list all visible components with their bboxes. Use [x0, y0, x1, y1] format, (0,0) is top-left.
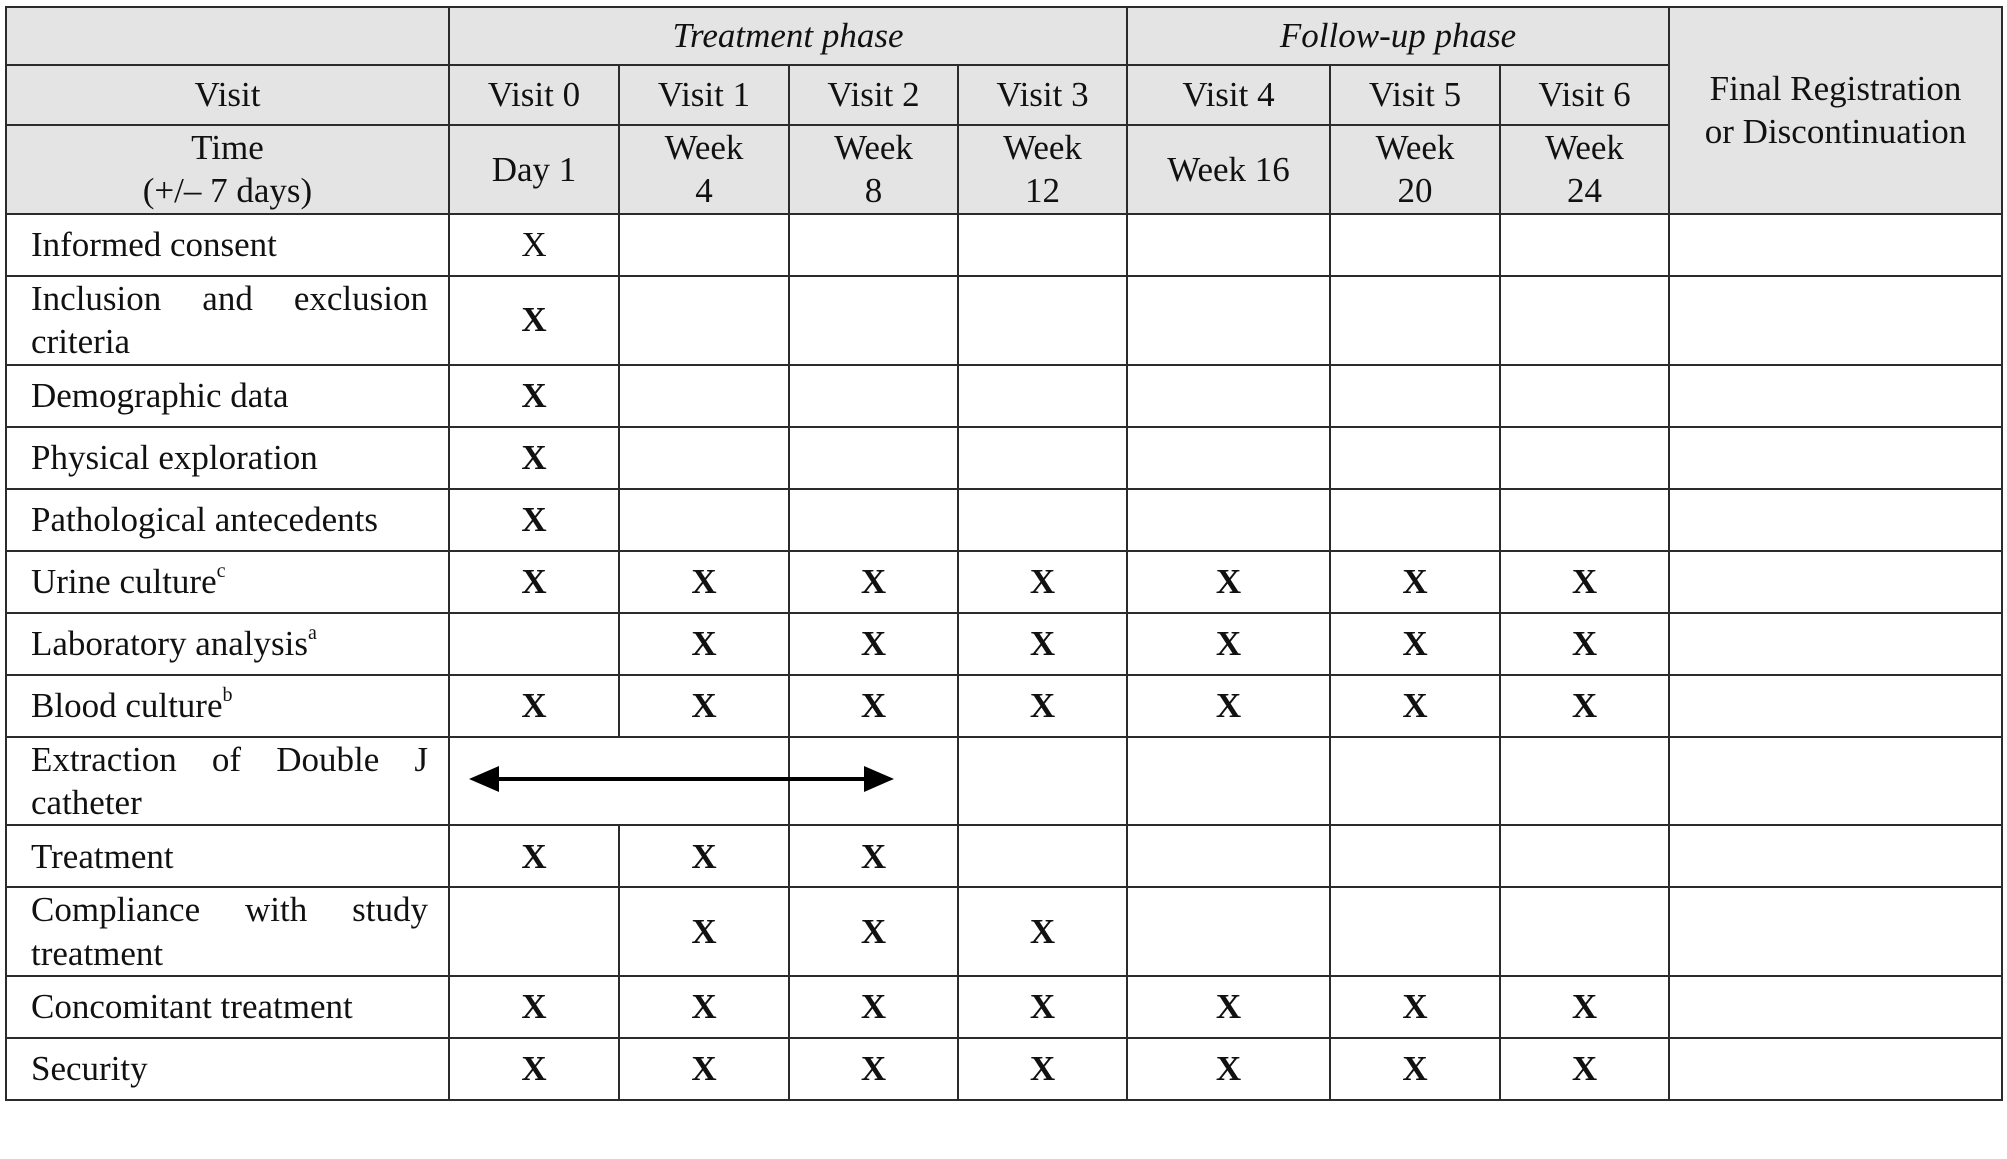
check-mark: X [1215, 1049, 1242, 1089]
mark-cell [1500, 1038, 1669, 1100]
mark-cell [1127, 737, 1330, 826]
mark-cell [1330, 276, 1500, 365]
mark-cell [1330, 825, 1500, 887]
mark-cell [1127, 551, 1330, 613]
final-cell [1669, 551, 2002, 613]
row-label [6, 613, 449, 675]
row-label [6, 737, 449, 826]
final-cell [1669, 1038, 2002, 1100]
mark-cell [958, 214, 1127, 276]
final-cell [1669, 825, 2002, 887]
table-row [6, 613, 2002, 675]
footnote-marker: c [216, 560, 226, 583]
row-label [6, 887, 449, 976]
check-mark: X [1215, 987, 1242, 1027]
check-mark: X [521, 300, 547, 340]
row-label-line: Security [31, 1049, 148, 1089]
mark-cell [1500, 976, 1669, 1038]
visit-header-3: Visit 3 [958, 65, 1127, 125]
mark-cell [619, 613, 789, 675]
check-mark: X [860, 685, 887, 725]
footnote-marker: a [308, 622, 317, 645]
mark-cell [1500, 737, 1669, 826]
mark-cell [1500, 365, 1669, 427]
table-row [6, 1038, 2002, 1100]
table-row [6, 675, 2002, 737]
mark-cell [449, 675, 619, 737]
row-label [6, 825, 449, 887]
mark-cell [1330, 613, 1500, 675]
mark-cell [1330, 675, 1500, 737]
final-registration-header [1669, 7, 2002, 214]
mark-cell [958, 365, 1127, 427]
check-mark: X [860, 912, 887, 952]
treatment-phase-header: Treatment phase [449, 7, 1127, 65]
mark-cell [1330, 551, 1500, 613]
check-mark: X [1402, 1049, 1428, 1089]
time-label-line1: Time [191, 128, 264, 167]
time-header-6 [1500, 125, 1669, 214]
check-mark: X [1402, 685, 1428, 725]
mark-cell [1127, 489, 1330, 551]
table-row [6, 427, 2002, 489]
mark-cell [449, 276, 619, 365]
mark-cell [1127, 276, 1330, 365]
final-header-line1: Final Registration [1709, 69, 1962, 108]
row-label-line: Laboratory analysis [31, 623, 308, 663]
time-header-2-line2: 8 [864, 171, 883, 211]
mark-cell [789, 825, 958, 887]
mark-cell [1127, 613, 1330, 675]
time-header-5-line1: Week [1375, 128, 1455, 167]
visit-header-0: Visit 0 [449, 65, 619, 125]
time-header-2-line1: Week [834, 128, 913, 167]
mark-cell [958, 489, 1127, 551]
mark-cell [1127, 427, 1330, 489]
final-cell [1669, 276, 2002, 365]
check-mark: X [521, 225, 547, 265]
check-mark: X [521, 561, 547, 601]
table-row [6, 825, 2002, 887]
check-mark: X [521, 836, 547, 876]
table-row [6, 887, 2002, 976]
footnote-marker: b [222, 684, 233, 707]
time-label-line2: (+/– 7 days) [142, 171, 313, 211]
mark-cell [449, 825, 619, 887]
check-mark: X [1571, 561, 1598, 601]
row-label-line: Compliance with study [31, 890, 428, 930]
row-label [6, 214, 449, 276]
mark-cell [619, 1038, 789, 1100]
table-row [6, 976, 2002, 1038]
mark-cell [1330, 365, 1500, 427]
corner-header-cell [6, 7, 449, 65]
mark-cell [958, 1038, 1127, 1100]
mark-cell [1330, 427, 1500, 489]
check-mark: X [691, 987, 717, 1027]
row-label [6, 976, 449, 1038]
time-header-3-line1: Week [1003, 128, 1082, 167]
row-label-line: Inclusion and exclusion [31, 278, 428, 318]
mark-cell [789, 1038, 958, 1100]
visit-header-5: Visit 5 [1330, 65, 1500, 125]
visit-row-label: Visit [6, 65, 449, 125]
mark-cell [958, 887, 1127, 976]
mark-cell [1330, 887, 1500, 976]
row-label [6, 276, 449, 365]
check-mark: X [1029, 1049, 1056, 1089]
mark-cell [958, 825, 1127, 887]
mark-cell [958, 276, 1127, 365]
mark-cell [449, 489, 619, 551]
check-mark: X [1571, 623, 1598, 663]
check-mark: X [521, 499, 547, 539]
check-mark: X [1571, 1049, 1598, 1089]
mark-cell [789, 551, 958, 613]
final-header-line2: or Discontinuation [1704, 112, 1967, 152]
check-mark: X [860, 561, 887, 601]
row-label [6, 1038, 449, 1100]
mark-cell [1127, 887, 1330, 976]
row-label-line: treatment [31, 933, 164, 973]
table-row [6, 489, 2002, 551]
mark-cell [1500, 276, 1669, 365]
mark-cell [1500, 675, 1669, 737]
check-mark: X [691, 1049, 717, 1089]
row-label-line: Informed consent [31, 225, 277, 265]
check-mark: X [1571, 987, 1598, 1027]
table-row [6, 737, 2002, 826]
phase-header-row [6, 7, 2002, 65]
check-mark: X [1215, 561, 1242, 601]
mark-cell [789, 427, 958, 489]
check-mark: X [1029, 561, 1056, 601]
visit-schedule-table [5, 6, 2003, 1101]
table-row [6, 276, 2002, 365]
mark-cell [619, 825, 789, 887]
mark-cell [619, 675, 789, 737]
mark-cell [619, 489, 789, 551]
visit-header-1: Visit 1 [619, 65, 789, 125]
check-mark: X [1029, 685, 1056, 725]
time-header-1-line2: 4 [695, 171, 713, 211]
check-mark: X [691, 912, 717, 952]
mark-cell [449, 551, 619, 613]
time-header-1 [619, 125, 789, 214]
check-mark: X [521, 1049, 547, 1089]
check-mark: X [860, 1049, 887, 1089]
mark-cell [1127, 214, 1330, 276]
final-cell [1669, 489, 2002, 551]
final-cell [1669, 675, 2002, 737]
time-row-label [6, 125, 449, 214]
time-header-2 [789, 125, 958, 214]
time-header-5-line2: 20 [1397, 171, 1433, 211]
table-row [6, 365, 2002, 427]
mark-cell [619, 976, 789, 1038]
final-cell [1669, 613, 2002, 675]
visit-header-2: Visit 2 [789, 65, 958, 125]
mark-cell [789, 887, 958, 976]
table-row [6, 551, 2002, 613]
mark-cell [619, 551, 789, 613]
mark-cell [958, 551, 1127, 613]
table-row [6, 214, 2002, 276]
time-header-0-line1: Day 1 [491, 149, 577, 189]
mark-cell [789, 365, 958, 427]
row-label [6, 675, 449, 737]
mark-cell [449, 365, 619, 427]
mark-cell [1330, 214, 1500, 276]
row-label [6, 365, 449, 427]
check-mark: X [860, 623, 887, 663]
mark-cell [1330, 1038, 1500, 1100]
row-label [6, 551, 449, 613]
mark-cell [449, 976, 619, 1038]
check-mark: X [860, 987, 887, 1027]
mark-cell [958, 613, 1127, 675]
mark-cell [1500, 887, 1669, 976]
time-header-3 [958, 125, 1127, 214]
mark-cell [619, 276, 789, 365]
mark-cell [1127, 825, 1330, 887]
mark-cell [789, 276, 958, 365]
mark-cell [1500, 489, 1669, 551]
check-mark: X [521, 375, 547, 415]
mark-cell [789, 489, 958, 551]
check-mark: X [1029, 987, 1056, 1027]
mark-cell [449, 887, 619, 976]
check-mark: X [1571, 685, 1598, 725]
row-label-line: Treatment [31, 836, 174, 876]
check-mark: X [521, 437, 547, 477]
time-header-6-line2: 24 [1567, 171, 1602, 211]
check-mark: X [691, 623, 717, 663]
time-header-1-line1: Week [664, 128, 744, 167]
mark-cell [619, 887, 789, 976]
row-label-line: catheter [31, 782, 142, 822]
check-mark: X [521, 987, 547, 1027]
final-cell [1669, 737, 2002, 826]
final-cell [1669, 976, 2002, 1038]
mark-cell [789, 214, 958, 276]
check-mark: X [1029, 912, 1056, 952]
check-mark: X [860, 836, 887, 876]
check-mark: X [691, 561, 717, 601]
mark-cell [619, 214, 789, 276]
final-cell [1669, 365, 2002, 427]
mark-cell [449, 613, 619, 675]
time-header-4-line1: Week 16 [1167, 149, 1290, 189]
time-header-4 [1127, 125, 1330, 214]
row-label [6, 427, 449, 489]
time-header-6-line1: Week [1545, 128, 1624, 167]
time-header-3-line2: 12 [1025, 171, 1060, 211]
final-cell [1669, 214, 2002, 276]
mark-cell [1127, 675, 1330, 737]
mark-cell [1500, 825, 1669, 887]
mark-cell [1500, 214, 1669, 276]
time-header-0 [449, 125, 619, 214]
mark-cell [1500, 427, 1669, 489]
mark-cell [958, 427, 1127, 489]
check-mark: X [691, 836, 717, 876]
mark-cell [958, 675, 1127, 737]
row-label-line: Pathological antecedents [31, 499, 378, 539]
mark-cell [789, 613, 958, 675]
mark-cell [449, 427, 619, 489]
mark-cell [1127, 365, 1330, 427]
check-mark: X [1402, 561, 1428, 601]
mark-cell [789, 675, 958, 737]
final-cell [1669, 887, 2002, 976]
row-label-line: Blood culture [31, 685, 223, 725]
mark-cell [1330, 976, 1500, 1038]
mark-cell [1127, 976, 1330, 1038]
mark-cell [1500, 613, 1669, 675]
time-header-5 [1330, 125, 1500, 214]
check-mark: X [1029, 623, 1056, 663]
mark-cell [1330, 489, 1500, 551]
mark-cell [619, 365, 789, 427]
mark-cell [619, 427, 789, 489]
row-label-line: Urine culture [31, 561, 217, 601]
check-mark: X [1215, 623, 1242, 663]
arrow-cell-end [789, 737, 958, 826]
visit-header-4: Visit 4 [1127, 65, 1330, 125]
schedule-body [6, 214, 2002, 1100]
check-mark: X [1215, 685, 1242, 725]
final-cell [1669, 427, 2002, 489]
check-mark: X [1402, 987, 1428, 1027]
followup-phase-header: Follow-up phase [1127, 7, 1669, 65]
row-label-line: Demographic data [31, 375, 289, 415]
check-mark: X [1402, 623, 1428, 663]
row-label-line: criteria [31, 322, 131, 362]
mark-cell [958, 976, 1127, 1038]
row-label-line: Physical exploration [31, 437, 318, 477]
check-mark: X [521, 685, 547, 725]
mark-cell [958, 737, 1127, 826]
row-label [6, 489, 449, 551]
mark-cell [449, 214, 619, 276]
row-label-line: Extraction of Double J [31, 739, 428, 779]
mark-cell [1500, 551, 1669, 613]
mark-cell [789, 976, 958, 1038]
check-mark: X [691, 685, 717, 725]
mark-cell [449, 1038, 619, 1100]
row-label-line: Concomitant treatment [31, 987, 353, 1027]
mark-cell [1127, 1038, 1330, 1100]
visit-header-6: Visit 6 [1500, 65, 1669, 125]
arrow-cell [449, 737, 789, 826]
mark-cell [1330, 737, 1500, 826]
